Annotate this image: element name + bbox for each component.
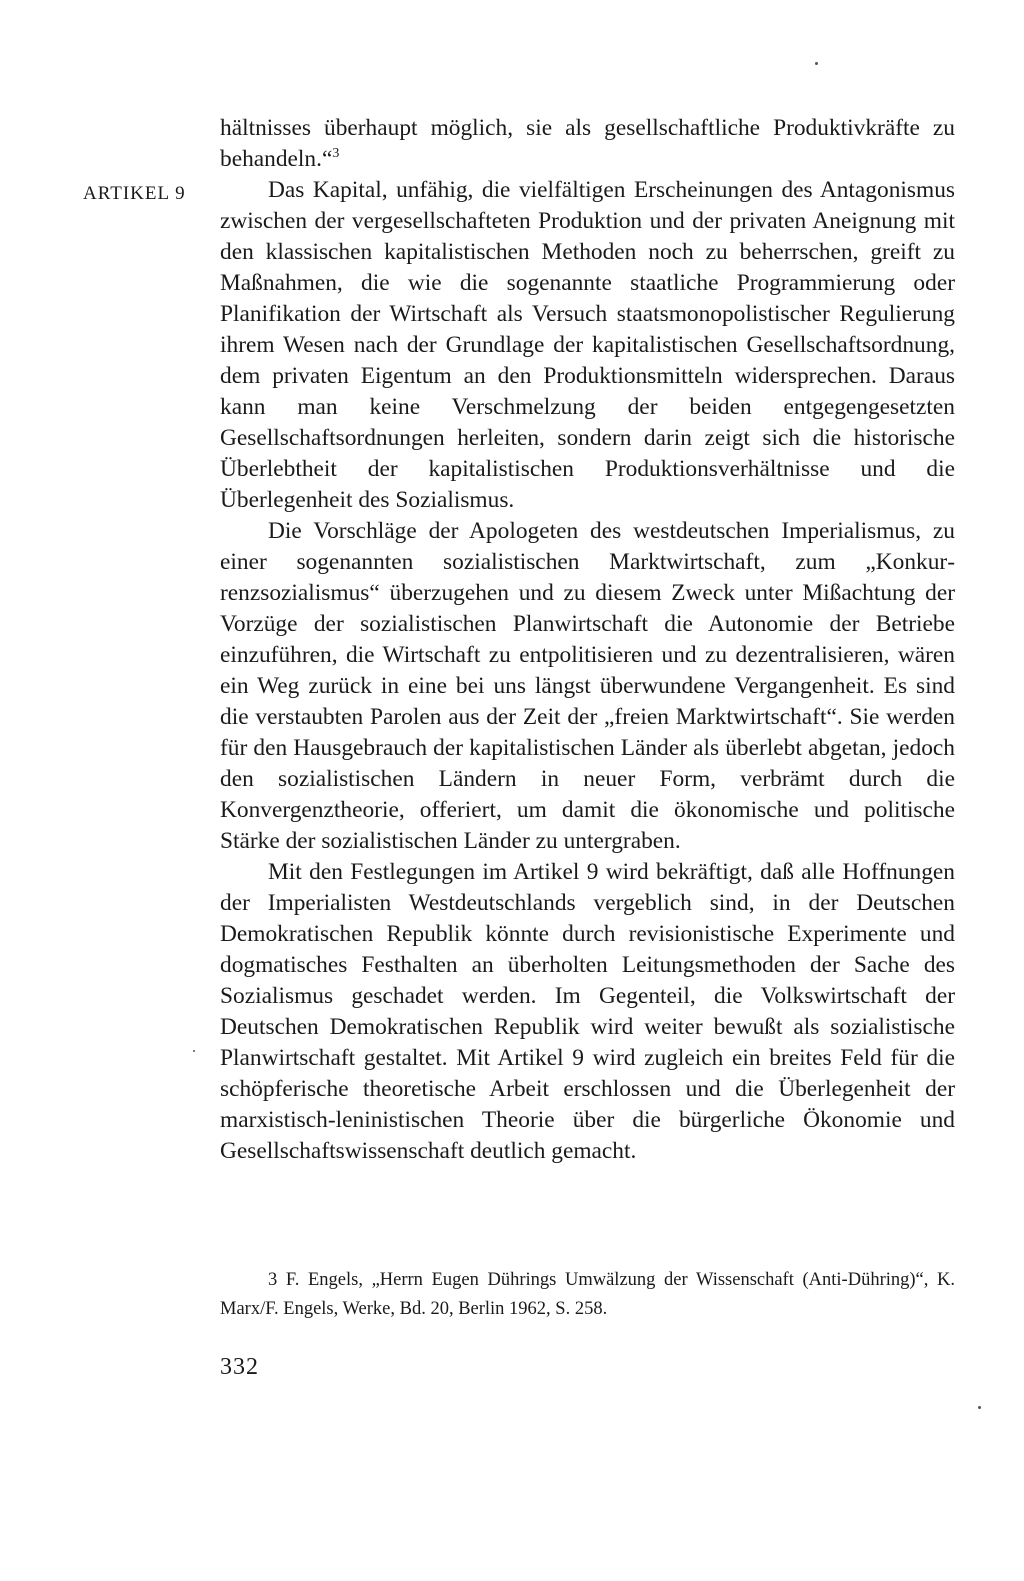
footnote: 3 F. Engels, „Herrn Eugen Dührings Umwälzung der Wissenschaft (Anti-Dühring)“, K. Marx/F. Engels, Werke, Bd. 20, Berlin 1962, S. 258. <box>220 1270 955 1319</box>
paragraph: Mit den Festlegungen im Artikel 9 wird bekräftigt, daß alle Hoffnungen der Imperialisten Westdeutschlands vergeblich sind, in der Deutschen Demokratischen Republik könnte durch revisionistische Experimente und dogmatisches Festhalten an überholten Leitungsmethoden der Sache des Sozialismus geschadet werden. Im Gegenteil, die Volkswirtschaft der Deutschen Demokratischen Republik wird weiter bewußt als sozialistische Planwirtschaft gestaltet. Mit Artikel 9 wird zugleich ein breites Feld für die schöpferische theoretische Arbeit erschlossen und die Überlegenheit der marxistisch-leninistischen Theorie über die bürgerliche Ökonomie und Gesellschaftswissenschaft deutlich gemacht. <box>220 859 955 1164</box>
paragraph-continuation <box>220 113 955 175</box>
scan-speck <box>815 62 818 65</box>
paragraph: Die Vorschläge der Apologeten des westdeutschen Imperialismus, zu einer sogenannten sozialistischen Marktwirtschaft, zum „Konkurrenzsozialismus“ überzugehen und zu diesem Zweck unter Mißachtung der Vorzüge der sozialistischen Planwirtschaft die Autonomie der Betriebe einzuführen, die Wirtschaft zu entpolitisieren und zu dezentralisieren, wären ein Weg zurück in eine bei uns längst überwundene Vergangenheit. Es sind die verstaubten Parolen aus der Zeit der „freien Marktwirtschaft“. Sie werden für den Hausgebrauch der kapitalistischen Länder als überlebt abgetan, jedoch den sozialistischen Ländern in neuer Form, verbrämt durch die Konvergenztheorie, offeriert, um damit die ökonomische und politische Stärke der sozialistischen Länder zu untergraben. <box>220 518 955 854</box>
main-text <box>220 113 955 1167</box>
paragraph: Das Kapital, unfähig, die vielfältigen Erscheinungen des Antagonismus zwischen der vergesellschafteten Produktion und der privaten Aneignung mit den klassischen kapitalistischen Methoden noch zu beherrschen, greift zu Maßnahmen, die wie die sogenannte staatliche Programmierung oder Planifikation der Wirtschaft als Versuch staatsmonopolistischer Regulierung ihrem Wesen nach der Grundlage der kapitalistischen Gesellschaftsordnung, dem privaten Eigentum an den Produktionsmitteln widersprechen. Daraus kann man keine Verschmelzung der beiden entgegengesetzten Gesellschaftsordnungen herleiten, sondern darin zeigt sich die historische Überlebtheit der kapitalistischen Produktionsverhältnisse und die Überlegenheit des Sozialismus. <box>220 177 955 513</box>
footnote-reference: 3 <box>332 146 340 161</box>
margin-article-label: ARTIKEL 9 <box>83 183 186 204</box>
scan-speck <box>978 1406 981 1409</box>
page-number: 332 <box>220 1354 259 1380</box>
scan-speck <box>193 1050 195 1052</box>
paragraph-text: hältnisses überhaupt möglich, sie als gesellschaftliche Produktivkräfte zu behandeln.“ <box>220 115 955 172</box>
